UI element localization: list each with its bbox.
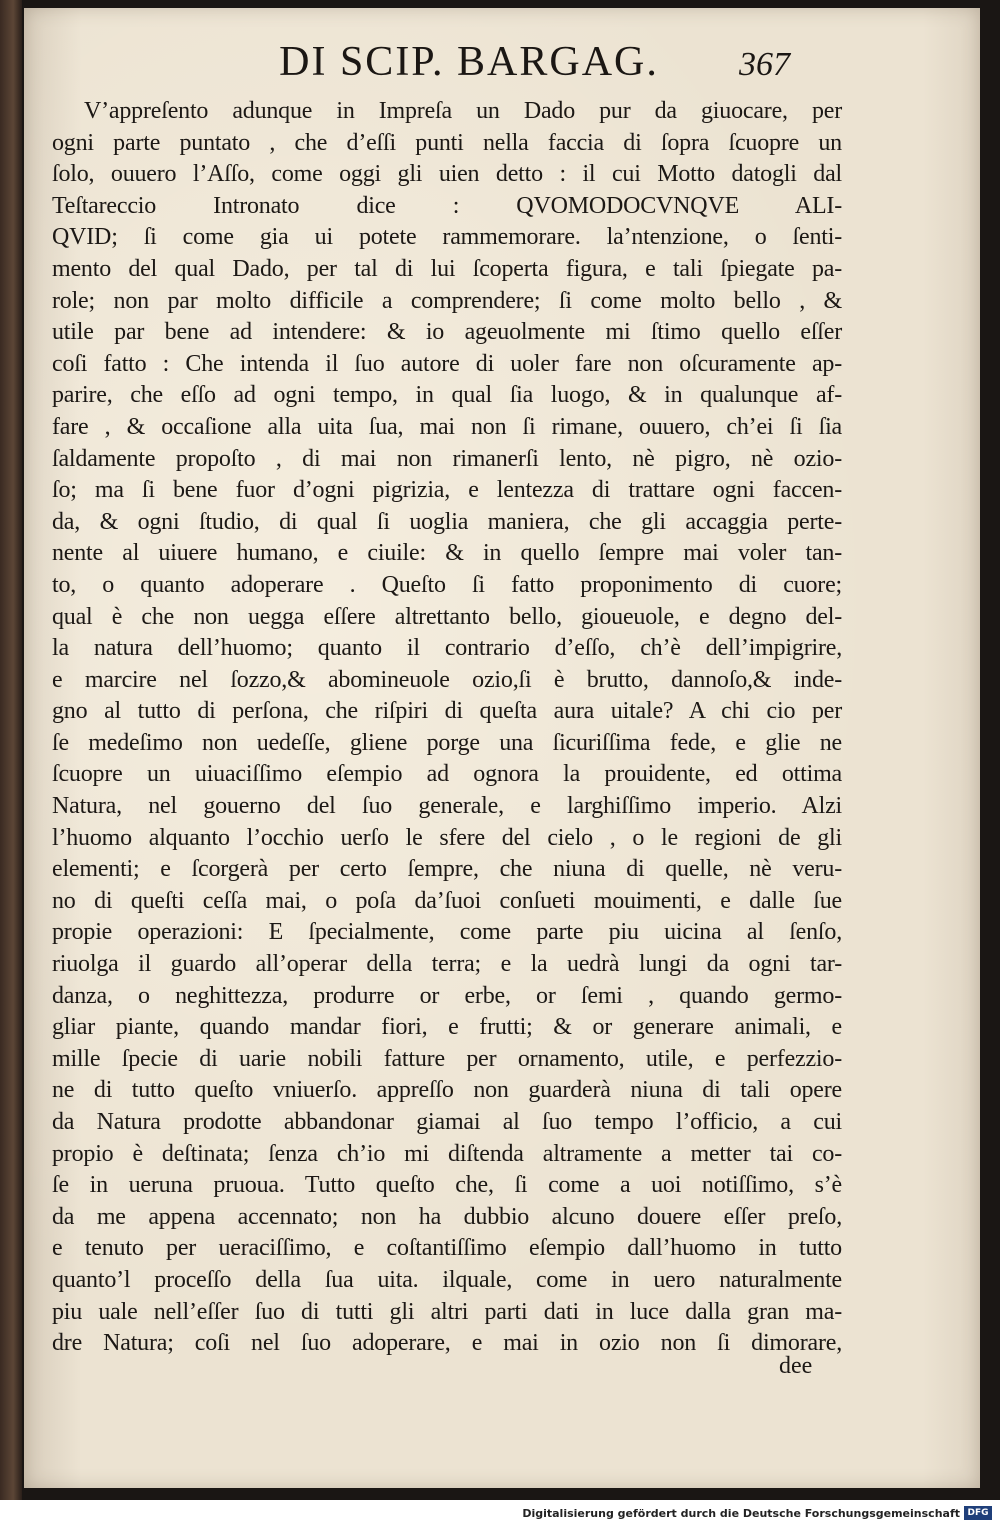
text-line: propie operazioni: E ſpecialmente, come parte piu uicina al ſenſo,: [52, 919, 842, 946]
text-line: e tenuto per ueraciſſimo, e coſtantiſſimo eſempio dall’huomo in tutto: [52, 1235, 842, 1262]
text-line: to, o quanto adoperare . Queſto ſi fatto proponimento di cuore;: [52, 571, 842, 598]
page-number: 367: [739, 46, 790, 83]
text-line: parire, che eſſo ad ogni tempo, in qual ſia luogo, & in qualunque af-: [52, 382, 842, 409]
book-binding-edge: [0, 0, 22, 1500]
text-line: QVID; ſi come gia ui potete rammemorare. la’ntenzione, o ſenti-: [52, 224, 842, 251]
text-line: elementi; e ſcorgerà per certo ſempre, che niuna di quelle, nè veru-: [52, 856, 842, 883]
page-header: [24, 38, 980, 98]
text-line: coſi fatto : Che intenda il ſuo autore di uoler fare non oſcuramente ap-: [52, 350, 842, 377]
text-line: riuolga il guardo all’operar della terra; e la uedrà lungi da ogni tar-: [52, 951, 842, 978]
text-line: l’huomo alquanto l’occhio uerſo le sfere del cielo , o le regioni de gli: [52, 824, 842, 851]
text-line: role; non par molto difficile a comprendere; ſi come molto bello , &: [52, 287, 842, 314]
text-line: qual è che non uegga eſſere altrettanto bello, gioueuole, e degno del-: [52, 603, 842, 630]
text-line: ſe medeſimo non uedeſſe, gliene porge una ſicuriſſima fede, e glie ne: [52, 729, 842, 756]
text-line: ſo; ma ſi bene fuor d’ogni pigrizia, e lentezza di trattare ogni faccen-: [52, 477, 842, 504]
text-line: mille ſpecie di uarie nobili fatture per ornamento, utile, e perfezzio-: [52, 1045, 842, 1072]
book-page: [24, 8, 980, 1488]
text-line: ſaldamente propoſto , di mai non rimanerſi lento, nè pigro, nè ozio-: [52, 445, 842, 472]
text-line: ſe in ueruna pruoua. Tutto queſto che, ſi come a uoi notiſſimo, s’è: [52, 1172, 842, 1199]
text-line: utile par bene ad intendere: & io ageuolmente mi ſtimo quello eſſer: [52, 319, 842, 346]
body-text: [52, 96, 842, 1360]
text-line: no di queſti ceſſa mai, o poſa da’ſuoi conſueti mouimenti, e dalle ſue: [52, 887, 842, 914]
catchword: dee: [779, 1353, 813, 1379]
text-line: e marcire nel ſozzo,& abomineuole ozio,ſi è brutto, dannoſo,& inde-: [52, 666, 842, 693]
text-line: Natura, nel gouerno del ſuo generale, e larghiſſimo imperio. Alzi: [52, 793, 842, 820]
text-line: nente al uiuere humano, e ciuile: & in quello ſempre mai voler tan-: [52, 540, 842, 567]
text-line: ogni parte puntato , che d’eſſi punti nella faccia di ſopra ſcuopre un: [52, 129, 842, 156]
text-line: ne di tutto queſto vniuerſo. appreſſo non guarderà niuna di tali opere: [52, 1077, 842, 1104]
text-line: V’appreſento adunque in Impreſa un Dado pur da giuocare, per: [84, 98, 842, 124]
text-line: gno al tutto di perſona, che riſpiri di queſta aura uitale? A chi cio per: [52, 698, 842, 725]
running-head: DI SCIP. BARGAG.: [279, 39, 659, 85]
funding-credit: Digitalisierung gefördert durch die Deutsche Forschungsgemeinschaft: [522, 1507, 960, 1520]
text-line: da, & ogni ſtudio, di qual ſi uoglia maniera, che gli accaggia perte-: [52, 508, 842, 535]
text-line: dre Natura; coſi nel ſuo adoperare, e mai in ozio non ſi dimorare,: [52, 1330, 842, 1357]
dfg-logo: DFG: [964, 1506, 992, 1520]
text-line: ſcuopre un uiuaciſſimo eſempio ad ognora la prouidente, ed ottima: [52, 761, 842, 788]
text-line: danza, o neghittezza, produrre or erbe, or ſemi , quando germo-: [52, 982, 842, 1009]
text-line: fare , & occaſione alla uita ſua, mai non ſi rimane, ouuero, ch’ei ſi ſia: [52, 413, 842, 440]
text-line: piu uale nell’eſſer ſuo di tutti gli altri parti dati in luce dalla gran ma-: [52, 1298, 842, 1325]
footer-bar: [0, 1500, 1000, 1527]
text-line: la natura dell’huomo; quanto il contrario d’eſſo, ch’è dell’impigrire,: [52, 635, 842, 662]
text-line: quanto’l proceſſo della ſua uita. ilquale, come in uero naturalmente: [52, 1266, 842, 1293]
text-line: mento del qual Dado, per tal di lui ſcoperta figura, e tali ſpiegate pa-: [52, 255, 842, 282]
text-line: propio è deſtinata; ſenza ch’io mi diſtenda altramente a metter tai co-: [52, 1140, 842, 1167]
text-line: gliar piante, quando mandar fiori, e frutti; & or generare animali, e: [52, 1014, 842, 1041]
text-line: Teſtareccio Intronato dice : QVOMODOCVNQVE ALI-: [52, 192, 842, 219]
text-line: ſolo, ouuero l’Aſſo, come oggi gli uien detto : il cui Motto datogli dal: [52, 161, 842, 188]
text-line: da Natura prodotte abbandonar giamai al ſuo tempo l’officio, a cui: [52, 1109, 842, 1135]
text-line: da me appena accennato; non ha dubbio alcuno douere eſſer preſo,: [52, 1203, 842, 1230]
